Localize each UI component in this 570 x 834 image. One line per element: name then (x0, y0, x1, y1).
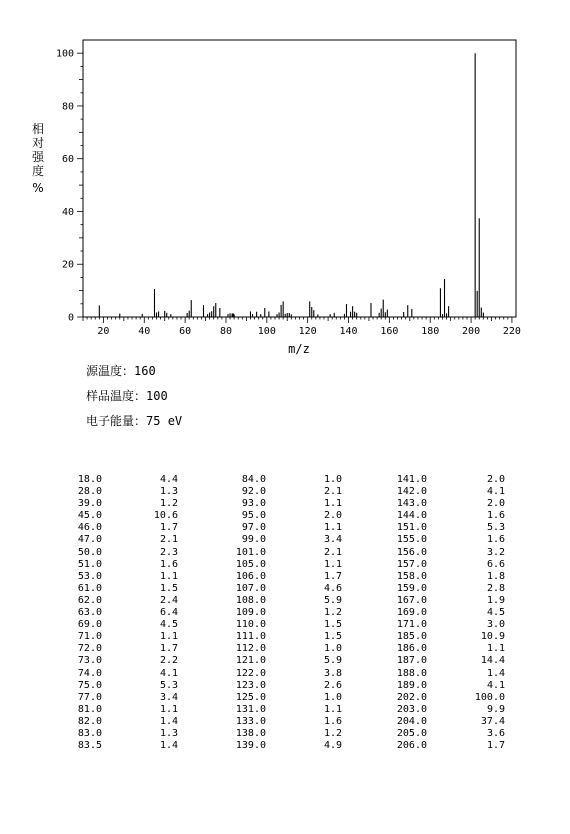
mz-value: 125.0 (235, 691, 266, 703)
info-label: 电子能量： (86, 414, 147, 428)
table-row (232, 583, 342, 595)
table-row (393, 510, 505, 522)
mz-value: 122.0 (235, 667, 266, 679)
abundance-value: 4.9 (323, 740, 342, 752)
y-tick-label: 100 (55, 48, 74, 60)
abundance-value: 2.8 (486, 582, 505, 594)
peak-table-column-1 (68, 474, 178, 752)
mz-value: 107.0 (235, 582, 266, 594)
table-row (393, 668, 505, 680)
abundance-value: 1.9 (486, 594, 505, 606)
abundance-value: 1.4 (159, 740, 178, 752)
abundance-value: 1.6 (486, 510, 505, 522)
abundance-value: 3.8 (323, 667, 342, 679)
abundance-value: 3.4 (323, 534, 342, 546)
abundance-value: 1.0 (323, 691, 342, 703)
abundance-value: 1.5 (323, 619, 342, 631)
table-row (393, 619, 505, 631)
mz-value: 123.0 (235, 679, 266, 691)
abundance-value: 2.2 (159, 655, 178, 667)
table-row (232, 595, 342, 607)
abundance-value: 2.1 (159, 534, 178, 546)
mz-value: 61.0 (77, 582, 102, 594)
abundance-value: 2.0 (486, 474, 505, 485)
abundance-value: 2.3 (159, 546, 178, 558)
info-label: 样品温度： (86, 389, 147, 403)
table-row (232, 716, 342, 728)
mz-value: 203.0 (396, 703, 427, 715)
mz-value: 169.0 (396, 607, 427, 619)
table-row (68, 655, 178, 667)
x-tick-label: 220 (502, 326, 521, 337)
table-row (68, 486, 178, 498)
mz-value: 111.0 (235, 631, 266, 643)
table-row (393, 716, 505, 728)
table-row (393, 571, 505, 583)
mz-value: 39.0 (77, 498, 102, 510)
abundance-value: 2.1 (323, 486, 342, 498)
abundance-value: 2.1 (323, 546, 342, 558)
abundance-value: 4.5 (486, 607, 505, 619)
table-row (393, 643, 505, 655)
table-row (68, 534, 178, 546)
x-tick-label: 120 (298, 326, 317, 337)
plot-frame (83, 40, 516, 317)
table-row (68, 728, 178, 740)
info-value: 160 (134, 364, 156, 378)
mz-value: 112.0 (235, 643, 266, 655)
table-row (393, 474, 505, 486)
abundance-value: 6.4 (159, 607, 178, 619)
mz-value: 77.0 (77, 691, 102, 703)
mz-value: 158.0 (396, 570, 427, 582)
y-axis-title (32, 121, 45, 195)
info-value: 75 eV (146, 414, 183, 428)
abundance-value: 2.6 (323, 679, 342, 691)
table-row (393, 704, 505, 716)
mz-value: 108.0 (235, 594, 266, 606)
mz-value: 159.0 (396, 582, 427, 594)
abundance-value: 4.6 (323, 582, 342, 594)
x-tick-label: 80 (219, 326, 232, 337)
mz-value: 167.0 (396, 594, 427, 606)
table-row (68, 740, 178, 752)
mz-value: 51.0 (77, 558, 102, 570)
abundance-value: 6.6 (486, 558, 505, 570)
abundance-value: 1.1 (323, 522, 342, 534)
table-row (68, 607, 178, 619)
abundance-value: 5.3 (486, 522, 505, 534)
abundance-value: 1.2 (159, 498, 178, 510)
abundance-value: 37.4 (480, 715, 505, 727)
abundance-value: 1.1 (159, 570, 178, 582)
abundance-value: 1.0 (323, 643, 342, 655)
abundance-value: 1.1 (486, 643, 505, 655)
table-row (393, 583, 505, 595)
abundance-value: 4.4 (159, 474, 178, 485)
abundance-value: 4.5 (159, 619, 178, 631)
table-row (68, 522, 178, 534)
mz-value: 82.0 (77, 715, 102, 727)
peak-table-column-2 (232, 474, 342, 752)
abundance-value: 1.6 (323, 715, 342, 727)
table-row (68, 559, 178, 571)
y-axis-title-char: 相 (31, 122, 45, 136)
abundance-value: 1.0 (323, 474, 342, 485)
mz-value: 187.0 (396, 655, 427, 667)
mz-value: 63.0 (77, 607, 102, 619)
mz-value: 99.0 (241, 534, 266, 546)
mz-value: 74.0 (77, 667, 102, 679)
mz-value: 93.0 (241, 498, 266, 510)
mz-value: 46.0 (77, 522, 102, 534)
mz-value: 101.0 (235, 546, 266, 558)
abundance-value: 1.2 (323, 607, 342, 619)
table-row (393, 522, 505, 534)
mz-value: 83.5 (77, 740, 102, 752)
table-row (68, 704, 178, 716)
abundance-value: 3.0 (486, 619, 505, 631)
table-row (68, 547, 178, 559)
table-row (393, 534, 505, 546)
abundance-value: 14.4 (480, 655, 505, 667)
y-axis-title-char: 对 (31, 136, 45, 150)
table-row (232, 522, 342, 534)
mz-value: 189.0 (396, 679, 427, 691)
abundance-value: 4.1 (159, 667, 178, 679)
x-tick-label: 160 (380, 326, 399, 337)
table-row (393, 498, 505, 510)
abundance-value: 10.9 (480, 631, 505, 643)
y-tick-label: 60 (61, 154, 74, 166)
mz-value: 131.0 (235, 703, 266, 715)
x-tick-label: 180 (421, 326, 440, 337)
table-row (232, 498, 342, 510)
table-row (232, 668, 342, 680)
mz-value: 204.0 (396, 715, 427, 727)
table-row (232, 559, 342, 571)
table-row (232, 474, 342, 486)
y-tick-label: 0 (67, 312, 74, 324)
table-row (232, 571, 342, 583)
mz-value: 157.0 (396, 558, 427, 570)
y-axis-title-char: % (32, 181, 44, 195)
table-row (232, 643, 342, 655)
table-row (232, 631, 342, 643)
mz-value: 121.0 (235, 655, 266, 667)
mz-value: 62.0 (77, 594, 102, 606)
mz-value: 71.0 (77, 631, 102, 643)
mz-value: 185.0 (396, 631, 427, 643)
abundance-value: 2.0 (486, 498, 505, 510)
mass-spectrum-chart (0, 0, 570, 360)
abundance-value: 4.1 (486, 679, 505, 691)
spectrum-bars (99, 53, 483, 317)
mz-value: 155.0 (396, 534, 427, 546)
abundance-value: 1.1 (159, 703, 178, 715)
table-row (393, 680, 505, 692)
abundance-value: 1.5 (323, 631, 342, 643)
table-row (68, 692, 178, 704)
x-tick-label: 100 (257, 326, 276, 337)
mz-value: 171.0 (396, 619, 427, 631)
table-row (68, 474, 178, 486)
mz-value: 69.0 (77, 619, 102, 631)
abundance-value: 5.9 (323, 655, 342, 667)
mz-value: 156.0 (396, 546, 427, 558)
abundance-value: 2.0 (323, 510, 342, 522)
abundance-value: 1.1 (323, 703, 342, 715)
mz-value: 143.0 (396, 498, 427, 510)
mz-value: 151.0 (396, 522, 427, 534)
abundance-value: 1.4 (486, 667, 505, 679)
peak-table-column-3 (393, 474, 505, 752)
table-row (393, 692, 505, 704)
abundance-value: 1.3 (159, 727, 178, 739)
mz-value: 139.0 (235, 740, 266, 752)
abundance-value: 1.1 (323, 558, 342, 570)
table-row (393, 631, 505, 643)
mz-value: 141.0 (396, 474, 427, 485)
x-axis-title: m/z (288, 342, 310, 356)
mz-value: 28.0 (77, 486, 102, 498)
x-tick-label: 140 (339, 326, 358, 337)
info-value: 100 (146, 389, 168, 403)
mz-value: 142.0 (396, 486, 427, 498)
abundance-value: 4.1 (486, 486, 505, 498)
abundance-value: 1.2 (323, 727, 342, 739)
table-row (393, 547, 505, 559)
mz-value: 81.0 (77, 703, 102, 715)
table-row (393, 740, 505, 752)
table-row (393, 655, 505, 667)
abundance-value: 1.6 (486, 534, 505, 546)
table-row (68, 668, 178, 680)
table-row (68, 510, 178, 522)
mz-value: 205.0 (396, 727, 427, 739)
abundance-value: 2.4 (159, 594, 178, 606)
abundance-value: 1.7 (159, 643, 178, 655)
mz-value: 18.0 (77, 474, 102, 485)
table-row (393, 595, 505, 607)
info-source-temp (86, 364, 156, 378)
mz-value: 109.0 (235, 607, 266, 619)
mz-value: 72.0 (77, 643, 102, 655)
abundance-value: 1.3 (159, 486, 178, 498)
mz-value: 53.0 (77, 570, 102, 582)
abundance-value: 1.6 (159, 558, 178, 570)
mz-value: 50.0 (77, 546, 102, 558)
mz-value: 75.0 (77, 679, 102, 691)
mz-value: 83.0 (77, 727, 102, 739)
table-row (393, 728, 505, 740)
x-tick-label: 200 (462, 326, 481, 337)
table-row (68, 680, 178, 692)
abundance-value: 3.2 (486, 546, 505, 558)
abundance-value: 100.0 (474, 691, 505, 703)
abundance-value: 10.6 (153, 510, 178, 522)
table-row (232, 704, 342, 716)
abundance-value: 1.1 (323, 498, 342, 510)
table-row (68, 643, 178, 655)
mz-value: 92.0 (241, 486, 266, 498)
table-row (232, 692, 342, 704)
table-row (68, 619, 178, 631)
table-row (68, 583, 178, 595)
y-axis-title-char: 度 (31, 164, 45, 178)
table-row (68, 498, 178, 510)
y-axis (56, 49, 83, 324)
x-tick-label: 20 (97, 326, 110, 337)
x-axis (83, 317, 521, 337)
mz-value: 97.0 (241, 522, 266, 534)
mz-value: 186.0 (396, 643, 427, 655)
abundance-value: 5.9 (323, 594, 342, 606)
mz-value: 84.0 (241, 474, 266, 485)
table-row (232, 619, 342, 631)
mz-value: 138.0 (235, 727, 266, 739)
table-row (232, 728, 342, 740)
table-row (232, 486, 342, 498)
mz-value: 110.0 (235, 619, 266, 631)
mz-value: 95.0 (241, 510, 266, 522)
mz-value: 144.0 (396, 510, 427, 522)
table-row (232, 655, 342, 667)
abundance-value: 1.7 (486, 740, 505, 752)
abundance-value: 3.4 (159, 691, 178, 703)
table-row (232, 680, 342, 692)
x-tick-label: 40 (138, 326, 151, 337)
abundance-value: 1.7 (323, 570, 342, 582)
table-row (232, 607, 342, 619)
table-row (393, 486, 505, 498)
x-tick-label: 60 (179, 326, 192, 337)
abundance-value: 1.5 (159, 582, 178, 594)
abundance-value: 5.3 (159, 679, 178, 691)
mz-value: 188.0 (396, 667, 427, 679)
mz-value: 47.0 (77, 534, 102, 546)
table-row (232, 534, 342, 546)
table-row (232, 510, 342, 522)
abundance-value: 1.1 (159, 631, 178, 643)
y-tick-label: 40 (61, 206, 74, 218)
info-sample-temp (86, 389, 168, 403)
abundance-value: 3.6 (486, 727, 505, 739)
mz-value: 206.0 (396, 740, 427, 752)
mz-value: 73.0 (77, 655, 102, 667)
table-row (68, 571, 178, 583)
mz-value: 106.0 (235, 570, 266, 582)
table-row (68, 716, 178, 728)
table-row (232, 547, 342, 559)
table-row (393, 607, 505, 619)
y-tick-label: 20 (61, 259, 74, 271)
y-axis-title-char: 强 (31, 150, 45, 164)
table-row (68, 595, 178, 607)
info-label: 源温度： (86, 364, 135, 378)
table-row (393, 559, 505, 571)
table-row (68, 631, 178, 643)
mz-value: 133.0 (235, 715, 266, 727)
abundance-value: 1.4 (159, 715, 178, 727)
mz-value: 105.0 (235, 558, 266, 570)
mz-value: 45.0 (77, 510, 102, 522)
abundance-value: 9.9 (486, 703, 505, 715)
y-tick-label: 80 (61, 101, 74, 113)
info-electron-energy (86, 414, 182, 428)
mz-value: 202.0 (396, 691, 427, 703)
abundance-value: 1.7 (159, 522, 178, 534)
table-row (232, 740, 342, 752)
abundance-value: 1.8 (486, 570, 505, 582)
